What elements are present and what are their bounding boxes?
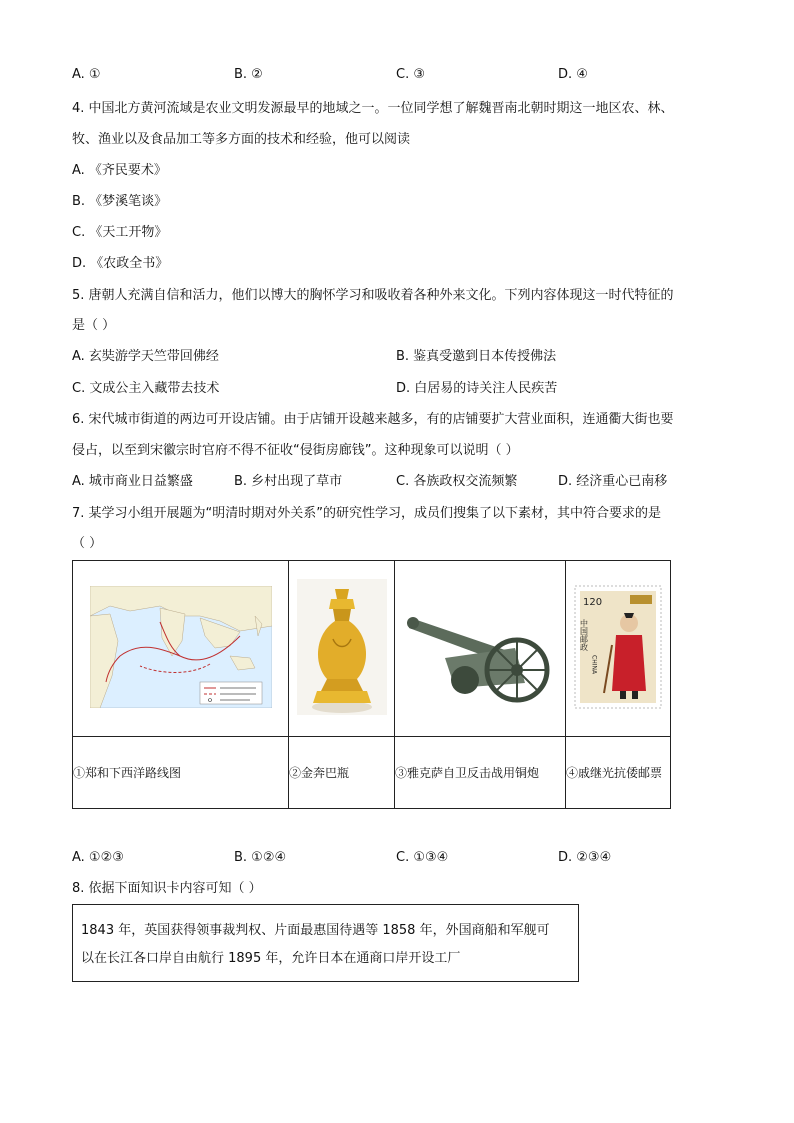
q3-option-a: A. ①: [72, 67, 101, 82]
q4-stem-line1: 4. 中国北方黄河流域是农业文明发源最早的地域之一。一位同学想了解魏晋南北朝时期这一地区农、林、: [72, 101, 674, 116]
q8-card-line2: 以在长江各口岸自由航行 1895 年，允许日本在通商口岸开设工厂: [81, 951, 461, 966]
q5-option-b: B. 鉴真受邀到日本传授佛法: [396, 349, 557, 364]
q6-stem-line1: 6. 宋代城市街道的两边可开设店铺。由于店铺开设越来越多，有的店铺要扩大营业面积，连通衢大街也要: [72, 412, 674, 427]
stamp-country: 中国邮政: [579, 618, 589, 651]
q4-option-d: D. 《农政全书》: [72, 256, 169, 271]
q7-materials-table: [72, 560, 671, 809]
q7-cell-vase: [289, 561, 395, 737]
q6-option-c: C. 各族政权交流频繁: [396, 474, 518, 489]
q6-option-b: B. 乡村出现了草市: [234, 474, 343, 489]
zheng-he-route-map-image: [90, 586, 272, 708]
q4-stem-line2: 牧、渔业以及食品加工等多方面的技术和经验，他可以阅读: [72, 132, 411, 147]
q5-option-c: C. 文成公主入藏带去技术: [72, 381, 220, 396]
q7-option-c: C. ①③④: [396, 850, 449, 865]
q7-option-a: A. ①②③: [72, 850, 124, 865]
q7-cell-cannon: [395, 561, 566, 737]
q5-stem-line2: 是（ ）: [72, 318, 116, 333]
q6-stem-line2: 侵占，以至到宋徽宗时官府不得不征收“侵街房廊钱”。这种现象可以说明（ ）: [72, 443, 519, 458]
q3-option-c: C. ③: [396, 67, 425, 82]
stamp-value: 120: [583, 596, 603, 608]
q8-knowledge-card: [72, 904, 579, 982]
bronze-cannon-image: [405, 588, 555, 706]
q7-caption-3: ③雅克萨自卫反击战用铜炮: [395, 737, 566, 809]
q5-option-a: A. 玄奘游学天竺带回佛经: [72, 349, 219, 364]
q6-option-a: A. 城市商业日益繁盛: [72, 474, 193, 489]
q7-stem-line2: （ ）: [72, 536, 103, 551]
q4-option-a: A. 《齐民要术》: [72, 163, 167, 178]
q7-option-b: B. ①②④: [234, 850, 287, 865]
q5-stem-line1: 5. 唐朝人充满自信和活力，他们以博大的胸怀学习和吸收着各种外来文化。下列内容体现这一时代特征的: [72, 288, 674, 303]
q4-option-c: C. 《天工开物》: [72, 225, 168, 240]
q3-option-b: B. ②: [234, 67, 263, 82]
q8-stem: 8. 依据下面知识卡内容可知（ ）: [72, 881, 262, 896]
q7-cell-stamp: [566, 561, 671, 737]
q7-stem-line1: 7. 某学习小组开展题为“明清时期对外关系”的研究性学习，成员们搜集了以下素材，其中符合要求的是: [72, 506, 662, 521]
stamp-latin: CHINA: [590, 654, 598, 674]
qi-jiguang-stamp-image: [574, 585, 662, 709]
q6-option-d: D. 经济重心已南移: [558, 474, 668, 489]
q3-option-d: D. ④: [558, 67, 588, 82]
q7-option-d: D. ②③④: [558, 850, 612, 865]
golden-vase-image: [297, 579, 387, 715]
q7-cell-map: [73, 561, 289, 737]
q7-caption-4: ④戚继光抗倭邮票: [566, 737, 671, 809]
q7-caption-1: ①郑和下西洋路线图: [73, 737, 289, 809]
q4-option-b: B. 《梦溪笔谈》: [72, 194, 168, 209]
q7-caption-2: ②金奔巴瓶: [289, 737, 395, 809]
q8-card-line1: 1843 年，英国获得领事裁判权、片面最惠国待遇等 1858 年，外国商船和军舰可: [81, 923, 550, 938]
q5-option-d: D. 白居易的诗关注人民疾苦: [396, 381, 558, 396]
